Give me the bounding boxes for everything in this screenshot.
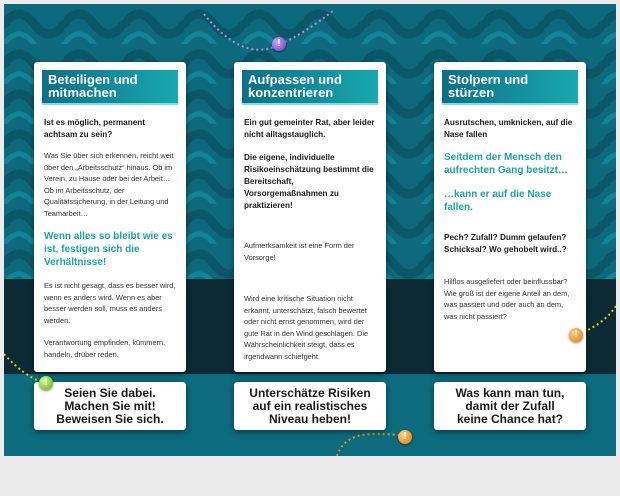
exclamation-icon: ! — [569, 328, 583, 342]
card-aufpassen — [234, 62, 386, 372]
card-lead: Ist es möglich, permanent achtsam zu sein? — [44, 118, 146, 139]
callout-text: Seien Sie dabei. Machen Sie mit! Beweisen Sie sich. — [56, 385, 164, 426]
card-lead-secondary: Pech? Zufall? Dumm gelaufen? Schicksal? Wo gehobelt wird..? — [444, 233, 567, 254]
card-stolpern — [434, 62, 586, 372]
card-paragraph: Es ist nicht gesagt, dass es besser wird, wenn es anders wird. Wenn es aber besser werden soll, muss es anders werden. — [44, 281, 176, 325]
exclamation-icon: ! — [39, 376, 53, 390]
card-highlight: Seitdem der Mensch den aufrechten Gang besitzt… — [444, 152, 568, 176]
callout-stolpern — [434, 382, 586, 430]
card-title: Stolpern und stürzen — [442, 70, 578, 105]
card-title: Beteiligen und mitmachen — [42, 70, 178, 105]
callout-beteiligen — [34, 382, 186, 430]
card-highlight: Wenn alles so bleibt wie es ist, festigen sich die Verhältnisse! — [44, 231, 173, 268]
callout-aufpassen — [234, 382, 386, 430]
card-beteiligen — [34, 62, 186, 372]
card-paragraph: Aufmerksamkeit ist eine Form der Vorsorge! — [244, 241, 355, 262]
card-lead: Ausrutschen, umknicken, auf die Nase fallen — [444, 118, 573, 139]
exclamation-icon: ! — [398, 430, 412, 444]
card-paragraph: Hilflos ausgeliefert oder beinflussbar? Wie groß ist der eigene Anteil an dem, was passiert und oder auch an dem, was nicht passiert? — [444, 277, 570, 321]
exclamation-icon: ! — [272, 37, 286, 51]
card-highlight: …kann er auf die Nase fallen. — [444, 189, 552, 213]
card-paragraph: Wird eine kritische Situation nicht erkannt, unterschätzt, falsch bewertet oder nicht ernst genommen, wird der gute Rat in den Wind geschlagen. Die Wahrscheinlichkeit steigt, dass es irgendwann schiefgeht. — [244, 294, 369, 361]
card-lead: Ein gut gemeinter Rat, aber leider nicht alltagstauglich. — [244, 118, 375, 139]
card-lead-secondary: Die eigene, individuelle Risikoeinschätzung bestimmt die Bereitschaft, Vorsorgemaßnahmen zu praktizieren! — [244, 153, 374, 210]
brochure-spread — [4, 4, 616, 456]
callout-text: Unterschätze Risiken auf ein realistisches Niveau heben! — [249, 385, 371, 426]
card-paragraph: Verantwortung empfinden, kümmern, handeln, drüber reden. — [44, 338, 166, 359]
card-title: Aufpassen und konzentrieren — [242, 70, 378, 105]
card-paragraph: Was Sie über sich erkennen, reicht weit über den „Arbeitsschutz“ hinaus. Ob im Verein, zu Hause oder bei der Arbeit… Ob im Arbeitsschutz, der Qualitätssicherung, in der Leitung und Teamarbeit… — [44, 151, 174, 218]
callout-text: Was kann man tun, damit der Zufall keine Chance hat? — [455, 385, 565, 426]
